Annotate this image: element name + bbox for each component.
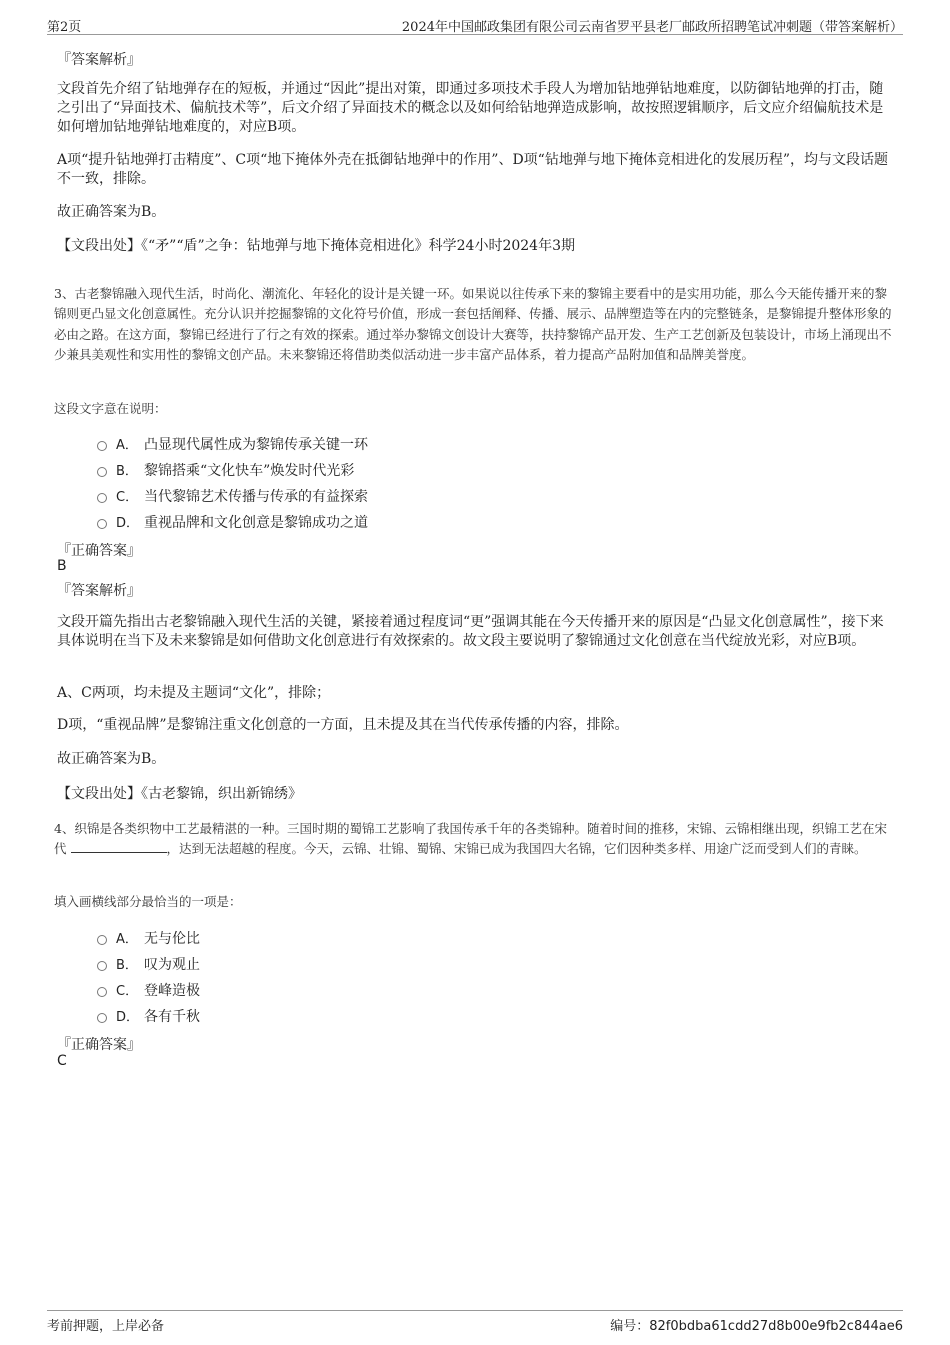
q3-option-d[interactable]: D． 重视品牌和文化创意是黎锦成功之道 [97,512,368,532]
q3-analysis-para2: A、C两项，均未提及主题词“文化”，排除； [57,685,331,701]
radio-icon[interactable] [97,987,107,997]
q2-analysis-para1: 文段首先介绍了钻地弹存在的短板，并通过“因此”提出对策，即通过多项技术手段人为增加钻地弹钻地难度，以防御钻地弹的打击，随之引出了“异面技术、偏航技术等”，后文介绍了异面技术的概念以及如何给钻地弹造成影响，故按照逻辑顺序，后文应介绍偏航技术是如何增加钻地弹钻地难度的，对应B项。 [57,81,884,135]
q4-option-c[interactable]: C． 登峰造极 [97,980,200,1000]
q3-analysis-label: 『答案解析』 [57,583,141,599]
radio-icon[interactable] [97,961,107,971]
radio-icon[interactable] [97,935,107,945]
radio-icon[interactable] [97,493,107,503]
q3-source: 【文段出处】《古老黎锦，织出新锦绣》 [57,786,302,802]
q3-option-b[interactable]: B． 黎锦搭乘“文化快车”焕发时代光彩 [97,460,354,480]
page-number: 第2页 [47,20,82,35]
q4-option-b[interactable]: B． 叹为观止 [97,954,200,974]
q3-option-a[interactable]: A． 凸显现代属性成为黎锦传承关键一环 [97,434,368,454]
q2-analysis-para2: A项“提升钻地弹打击精度”、C项“地下掩体外壳在抵御钻地弹中的作用”、D项“钻地弹与地下掩体竞相进化的发展历程”，均与文段话题不一致，排除。 [57,152,888,187]
q3-analysis-para4: 故正确答案为B。 [57,751,166,767]
q4-prompt: 填入画横线部分最恰当的一项是： [54,894,242,909]
q4-stem: 4、织锦是各类织物中工艺最精湛的一种。三国时期的蜀锦工艺影响了我国传承千年的各类锦种。随着时间的推移，宋锦、云锦相继出现，织锦工艺在宋代 ，达到无法超越的程度。今天，云锦、壮锦、蜀锦、宋锦已成为我国四大名锦，它们因种类多样、用途广泛而受到人们的青睐。 [54,821,887,857]
q3-analysis-para1: 文段开篇先指出古老黎锦融入现代生活的关键，紧接着通过程度词“更”强调其能在今天传播开来的原因是“凸显文化创意属性”，接下来具体说明在当下及未来黎锦是如何借助文化创意进行有效探索的。故文段主要说明了黎锦通过文化创意在当代绽放光彩，对应B项。 [57,614,884,649]
radio-icon[interactable] [97,467,107,477]
radio-icon[interactable] [97,1013,107,1023]
q2-source: 【文段出处】《“矛”“盾”之争：钻地弹与地下掩体竞相进化》科学24小时2024年3期 [57,238,575,254]
q4-option-d[interactable]: D． 各有千秋 [97,1006,200,1026]
fill-blank [71,840,167,853]
radio-icon[interactable] [97,519,107,529]
q3-answer-label: 『正确答案』 [57,543,141,559]
page-footer [47,1310,903,1335]
q2-analysis-label: 『答案解析』 [57,52,141,68]
radio-icon[interactable] [97,441,107,451]
q3-option-c[interactable]: C． 当代黎锦艺术传播与传承的有益探索 [97,486,368,506]
footer-slogan: 考前押题，上岸必备 [47,1319,165,1334]
document-code: 编号：82f0bdba61cdd27d8b00e9fb2c844ae6 [610,1319,903,1334]
q4-answer-label: 『正确答案』 [57,1037,141,1053]
q4-answer: C [57,1053,67,1069]
q3-stem: 3、古老黎锦融入现代生活，时尚化、潮流化、年轻化的设计是关键一环。如果说以往传承下来的黎锦主要看中的是实用功能，那么今天能传播开来的黎锦则更凸显文化创意属性。充分认识并挖掘黎锦的文化符号价值，形成一套包括阐释、传播、展示、品牌塑造等在内的完整链条，是黎锦提升整体形象的必由之路。在这方面，黎锦已经进行了行之有效的探索。通过举办黎锦文创设计大赛等，扶持黎锦产品开发、生产工艺创新及包装设计，市场上涌现出不少兼具美观性和实用性的黎锦文创产品。未来黎锦还将借助类似活动进一步丰富产品体系，着力提高产品附加值和品牌美誉度。 [54,286,892,362]
document-title: 2024年中国邮政集团有限公司云南省罗平县老厂邮政所招聘笔试冲刺题（带答案解析） [401,20,903,35]
q4-option-a[interactable]: A． 无与伦比 [97,928,200,948]
q2-analysis-para3: 故正确答案为B。 [57,204,166,220]
q3-prompt: 这段文字意在说明： [54,401,167,416]
q3-answer: B [57,558,67,574]
page-header [47,14,903,35]
q3-analysis-para3: D项，“重视品牌”是黎锦注重文化创意的一方面，且未提及其在当代传承传播的内容，排除。 [57,717,629,733]
